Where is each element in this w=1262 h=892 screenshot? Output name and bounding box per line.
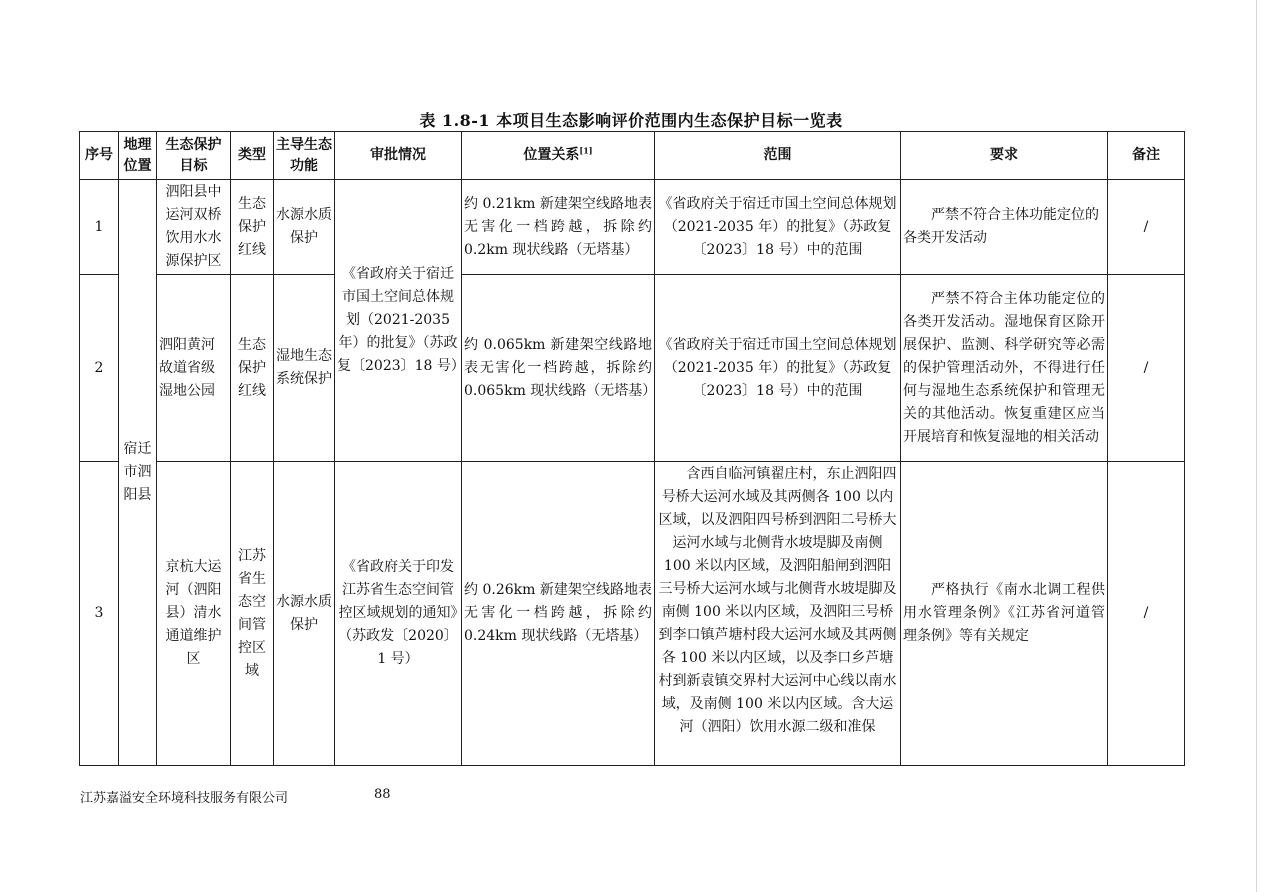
req-cell: 严禁不符合主体功能定位的各类开发活动。湿地保育区除开展保护、监测、科学研究等必需的保护管理活动外，不得进行任何与湿地生态系统保护和管理无关的其他活动。恢复重建区应当开展培育和恢复湿地的相关活动	[901, 275, 1108, 462]
target-cell: 泗阳县中运河双桥饮用水水源保护区	[157, 180, 231, 275]
note-cell: /	[1108, 275, 1185, 462]
scope-cell: 含西自临河镇翟庄村，东止泗阳四号桥大运河水域及其两侧各 100 以内区域，以及泗阳四号桥到泗阳二号桥大运河水域与北侧背水坡堤脚及南侧 100 米以内区域，及泗阳船闸到泗阳三号桥大运河水域与北侧背水坡堤脚及南侧 100 米以内区域，及泗阳三号桥到李口镇芦塘村段大运河水域及其两侧各 100 米以内区域，以及李口乡芦塘村到新袁镇交界村大运河中心线以南水域，及南侧 100 米以内区域。含大运河（泗阳）饮用水源二级和准保	[658, 466, 897, 735]
header-note: 备注	[1108, 132, 1185, 180]
position-cell: 约 0.065km 新建架空线路地表无害化一档跨越，拆除约 0.065km 现状线路（无塔基）	[462, 275, 655, 462]
type-cell: 江苏省生态空间管控区域	[231, 462, 274, 766]
header-position-label: 位置关系	[523, 147, 580, 163]
eco-protection-table	[79, 131, 1185, 766]
target-cell: 泗阳黄河故道省级湿地公园	[157, 275, 231, 462]
header-no: 序号	[80, 132, 119, 180]
row-no: 2	[80, 275, 119, 462]
type-cell: 生态保护红线	[231, 180, 274, 275]
row-no: 1	[80, 180, 119, 275]
func-cell: 水源水质保护	[274, 180, 335, 275]
func-cell: 湿地生态系统保护	[274, 275, 335, 462]
scope-cell: 《省政府关于宿迁市国土空间总体规划（2021-2035 年）的批复》（苏政复〔2023〕18 号）中的范围	[655, 275, 901, 462]
approval-cell: 《省政府关于印发江苏省生态空间管控区域规划的通知》（苏政发〔2020〕1 号）	[335, 462, 462, 766]
geo-location-cell: 宿迁市泗阳县	[119, 180, 157, 766]
table-row	[80, 462, 1185, 766]
position-cell: 约 0.26km 新建架空线路地表无害化一档跨越，拆除约 0.24km 现状线路（无塔基）	[462, 462, 655, 766]
scope-cell-wrapper	[655, 462, 901, 766]
table-row	[80, 275, 1185, 462]
header-scope: 范围	[655, 132, 901, 180]
header-target: 生态保护目标	[157, 132, 231, 180]
header-type: 类型	[231, 132, 274, 180]
header-req: 要求	[901, 132, 1108, 180]
func-cell: 水源水质保护	[274, 462, 335, 766]
approval-cell-shared: 《省政府关于宿迁市国土空间总体规划（2021-2035 年）的批复》（苏政复〔2023〕18 号）	[335, 180, 462, 462]
header-geo: 地理位置	[119, 132, 157, 180]
header-row	[80, 132, 1185, 180]
header-position	[462, 132, 655, 180]
position-cell: 约 0.21km 新建架空线路地表无害化一档跨越，拆除约 0.2km 现状线路（无塔基）	[462, 180, 655, 275]
footer-page-number: 88	[374, 787, 391, 802]
header-func: 主导生态功能	[274, 132, 335, 180]
scope-cell: 《省政府关于宿迁市国土空间总体规划（2021-2035 年）的批复》（苏政复〔2023〕18 号）中的范围	[655, 180, 901, 275]
row-no: 3	[80, 462, 119, 766]
table-row	[80, 180, 1185, 275]
header-position-footnote: [1]	[579, 145, 593, 156]
table-title: 表 1.8-1 本项目生态影响评价范围内生态保护目标一览表	[419, 111, 843, 130]
type-cell: 生态保护红线	[231, 275, 274, 462]
req-cell: 严禁不符合主体功能定位的各类开发活动	[901, 180, 1108, 275]
header-approval: 审批情况	[335, 132, 462, 180]
target-cell: 京杭大运河（泗阳县）清水通道维护区	[157, 462, 231, 766]
footer-company: 江苏嘉溢安全环境科技服务有限公司	[80, 791, 289, 806]
note-cell: /	[1108, 180, 1185, 275]
page-edge-line	[1256, 0, 1257, 892]
note-cell: /	[1108, 462, 1185, 766]
req-cell: 严格执行《南水北调工程供用水管理条例》《江苏省河道管理条例》等有关规定	[901, 462, 1108, 766]
